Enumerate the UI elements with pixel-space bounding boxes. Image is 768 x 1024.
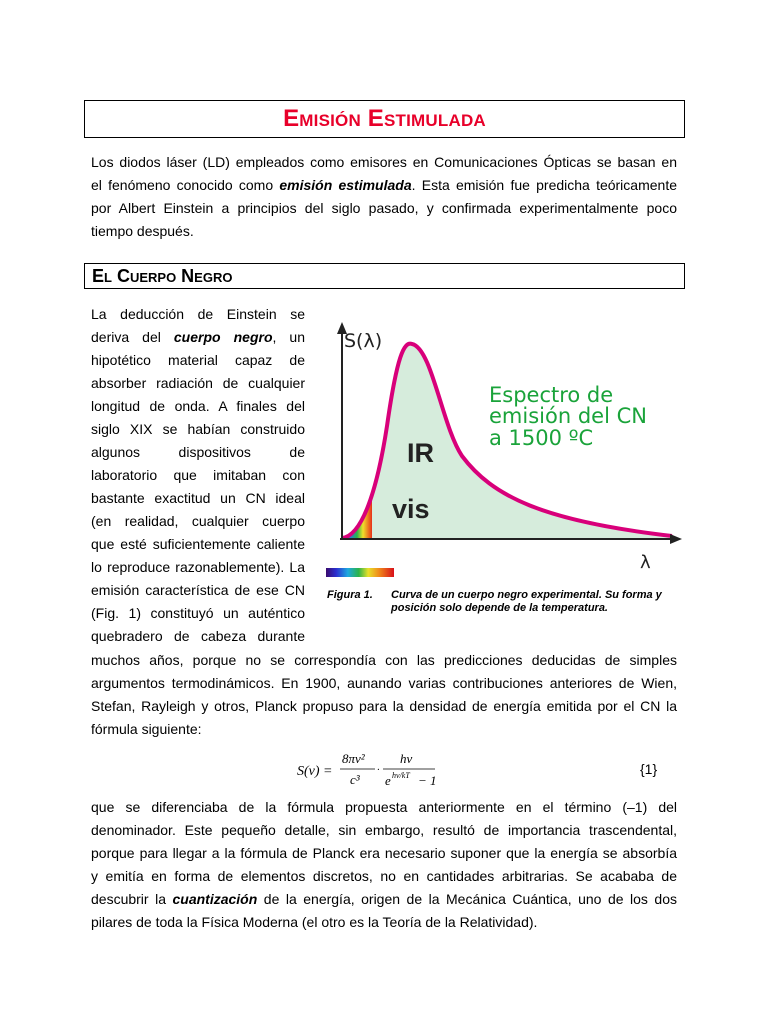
after-text: descubrir la [91,891,173,907]
intro-text: el fenómeno conocido como [91,177,280,193]
title-box [84,100,685,138]
page-title: Emisión Estimulada [283,105,486,132]
caption-text: Curva de un cuerpo negro experimental. Su forma y posición solo depende de la temperatura. [391,589,662,614]
caption-label: Figura 1. [327,589,373,601]
left-text: deriva del [91,329,174,345]
formula-num1: 8πν² [342,751,365,766]
cont-line: fórmula siguiente: [91,721,202,737]
intro-paragraph [91,151,677,243]
left-line: (Fig. 1) constituyó un auténtico [91,605,305,621]
intro-line-1: Los diodos láser (LD) empleados como emisores en Comunicaciones Ópticas se basan en [91,154,677,170]
x-axis-arrow-icon [670,534,682,544]
continuation-paragraph [91,649,677,741]
annotation-line-2: emisión del CN [489,404,647,428]
equation-number: {1} [640,761,658,777]
emphasis-cuerpo-negro: cuerpo negro [173,329,273,345]
section-heading-box [84,263,685,289]
after-formula-paragraph [91,796,677,934]
intro-text: . Esta emisión fue predicha teóricamente [411,177,677,193]
planck-formula [297,748,447,790]
left-line: La deducción de Einstein se [91,306,305,322]
formula-num2: hν [400,751,413,766]
formula-den2-exp: hν/kT [392,771,410,780]
annotation-line-1: Espectro de [489,383,614,407]
left-line: laboratorio que imitaban con [91,467,305,483]
formula-den1: c³ [350,772,360,787]
after-line: y emitía en forma de elementos discretos, no en cantidades arbitrarias. Se acababa de [91,868,677,884]
intro-line-3: por Albert Einstein a principios del siglo pasado, y confirmada experimentalmente poco [91,200,677,216]
emphasis-cuantizacion: cuantización [172,891,258,907]
after-line: pilares de toda la Física Moderna (el otro es la Teoría de la Relatividad). [91,914,538,930]
after-line: denominador. Este pequeño detalle, sin embargo, resultó de importancia trascendental, [91,822,677,838]
left-line: (en realidad, cualquier cuerpo [91,513,305,529]
blackbody-figure [322,316,682,582]
left-line: algunos dispositivos de [91,444,305,460]
left-line: lo reproduce razonablemente). La [91,559,305,575]
left-column-paragraph [91,303,305,648]
left-line: absorber radiación de cualquier [91,375,305,391]
left-line: quebradero de cabeza durante [91,628,305,644]
section-heading: El Cuerpo Negro [92,266,233,286]
left-line: siglo XIX se habían construido [91,421,305,437]
left-line: emisión característica de ese CN [91,582,305,598]
x-axis-label: λ [640,552,651,573]
annotation-line-3: a 1500 ºC [489,426,594,450]
left-line [91,326,305,349]
left-line: hipotético material capaz de [91,352,305,368]
y-axis-label: S(λ) [344,330,383,352]
after-line [91,888,677,911]
formula-dot: · [377,765,380,776]
ir-label: IR [407,438,434,468]
cont-line: argumentos termodinámicos. En 1900, aunando varias contribuciones anteriores de Wien, [91,675,677,691]
formula-den2-base: e [385,773,391,788]
left-line: que esté suficientemente caliente [91,536,305,552]
intro-line-4: tiempo después. [91,223,194,239]
formula-den2-tail: − 1 [418,773,437,788]
left-line: bastante exactitud un CN ideal [91,490,305,506]
after-line: porque para llegar a la fórmula de Planck era necesario suponer que la energía se absorbía [91,845,677,861]
spectrum-bar [326,568,394,577]
emphasis-emision-estimulada: emisión estimulada [279,177,412,193]
left-text: , un [272,329,305,345]
after-text: de la energía, origen de la Mecánica Cuántica, uno de los dos [257,891,677,907]
vis-label: vis [392,494,430,524]
cont-line: Stefan, Rayleigh y otros, Planck propuso para la densidad de energía emitida por el CN la [91,698,677,714]
intro-line-2 [91,174,677,197]
left-line: longitud de onda. A finales del [91,398,305,414]
formula-lhs: S(ν) = [297,764,333,779]
after-line: que se diferenciaba de la fórmula propuesta anteriormente en el término (–1) del [91,799,677,815]
cont-line: muchos años, porque no se correspondía con las predicciones deducidas de simples [91,652,677,668]
